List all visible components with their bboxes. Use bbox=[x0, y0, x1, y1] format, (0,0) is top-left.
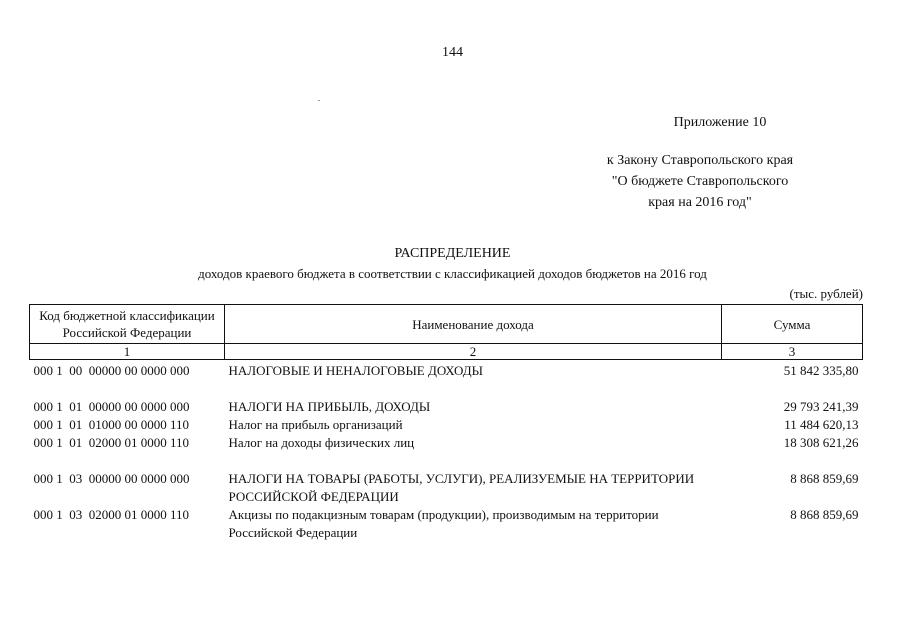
appendix-title: Приложение 10 bbox=[673, 115, 767, 130]
document-subtitle: доходов краевого бюджета в соответствии с классификацией доходов бюджетов на 2016 год bbox=[198, 266, 707, 281]
row-amount: 51 842 335,80 bbox=[783, 363, 859, 378]
row-name: Налог на доходы физических лиц bbox=[228, 435, 415, 450]
row-amount: 18 308 621,26 bbox=[783, 435, 859, 450]
header-code: Код бюджетной классификации Российской Федерации bbox=[30, 305, 225, 344]
table-row bbox=[30, 398, 863, 416]
table-row bbox=[30, 434, 863, 452]
table-row bbox=[30, 506, 863, 542]
table-row bbox=[30, 470, 863, 506]
appendix-law-line: к Закону Ставропольского края bbox=[606, 153, 794, 168]
revenue-table bbox=[29, 304, 863, 542]
row-spacer bbox=[30, 452, 863, 470]
row-code: 000 1 01 01000 00 0000 110 bbox=[33, 417, 190, 432]
row-code: 000 1 01 00000 00 0000 000 bbox=[33, 399, 190, 414]
column-number-2: 2 bbox=[225, 344, 722, 360]
row-name: Налог на прибыль организаций bbox=[228, 417, 403, 432]
row-name: НАЛОГИ НА ПРИБЫЛЬ, ДОХОДЫ bbox=[228, 399, 431, 414]
appendix-law-title-line2: края на 2016 год" bbox=[648, 195, 752, 210]
units-label: (тыс. рублей) bbox=[789, 286, 863, 301]
row-name: Акцизы по подакцизным товарам (продукции), производимым на территории Российской Федерации bbox=[228, 507, 659, 540]
row-spacer bbox=[30, 380, 863, 398]
page-number: 144 bbox=[442, 45, 463, 60]
row-amount: 29 793 241,39 bbox=[783, 399, 859, 414]
row-code: 000 1 01 02000 01 0000 110 bbox=[33, 435, 190, 450]
header-amount: Сумма bbox=[722, 305, 863, 344]
document-title: РАСПРЕДЕЛЕНИЕ bbox=[394, 246, 511, 261]
row-name: НАЛОГИ НА ТОВАРЫ (РАБОТЫ, УСЛУГИ), РЕАЛИЗУЕМЫЕ НА ТЕРРИТОРИИ РОССИЙСКОЙ ФЕДЕРАЦИИ bbox=[228, 471, 695, 504]
column-number-3: 3 bbox=[722, 344, 863, 360]
column-number-1: 1 bbox=[30, 344, 225, 360]
header-name: Наименование дохода bbox=[225, 305, 722, 344]
row-amount: 8 868 859,69 bbox=[790, 471, 859, 486]
table-header-row bbox=[30, 305, 863, 344]
appendix-law-title-line1: "О бюджете Ставропольского bbox=[611, 174, 789, 189]
row-code: 000 1 03 00000 00 0000 000 bbox=[33, 471, 190, 486]
row-amount: 8 868 859,69 bbox=[790, 507, 859, 522]
row-code: 000 1 00 00000 00 0000 000 bbox=[33, 363, 190, 378]
column-number-row bbox=[30, 344, 863, 360]
table-row bbox=[30, 360, 863, 381]
scan-speck bbox=[318, 100, 320, 101]
row-code: 000 1 03 02000 01 0000 110 bbox=[33, 507, 190, 522]
row-name: НАЛОГОВЫЕ И НЕНАЛОГОВЫЕ ДОХОДЫ bbox=[228, 363, 483, 378]
row-amount: 11 484 620,13 bbox=[784, 417, 859, 432]
table-row bbox=[30, 416, 863, 434]
